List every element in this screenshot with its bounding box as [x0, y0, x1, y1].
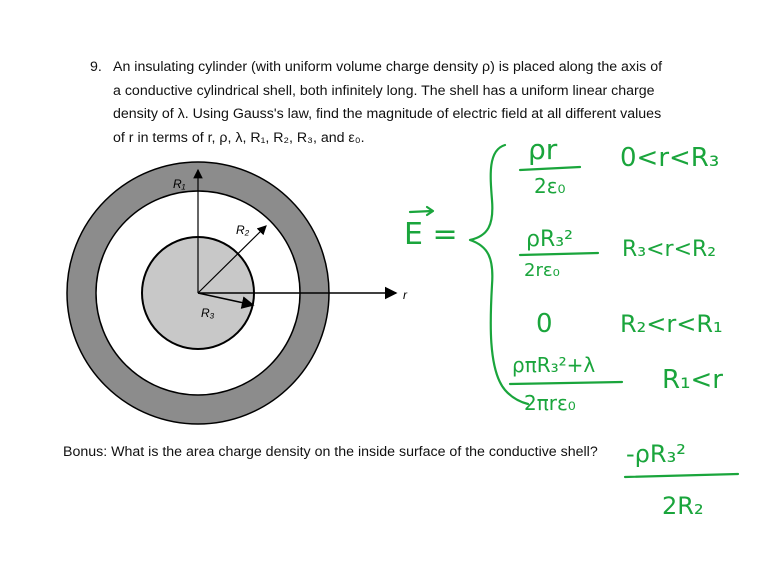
case2-range: R₃<r<R₂	[622, 237, 717, 262]
case1-fraction-bar	[520, 167, 580, 170]
question-line-1: An insulating cylinder (with uniform volume charge density ρ) is placed along the axis of	[113, 59, 663, 75]
label-r3: R₃	[201, 306, 215, 320]
bonus-answer-numerator: -ρR₃²	[626, 440, 686, 468]
vector-arrow	[410, 207, 433, 215]
case4-fraction-bar	[510, 382, 622, 384]
question-line-2: a conductive cylindrical shell, both infinitely long. The shell has a uniform linear charge	[113, 82, 655, 99]
case2-fraction-bar	[520, 253, 598, 255]
question-line-3: density of λ. Using Gauss's law, find the magnitude of electric field at all different values	[113, 106, 662, 122]
label-r2: R₂	[236, 223, 250, 237]
case2-numerator: ρR₃²	[526, 227, 573, 252]
bonus-question: Bonus: What is the area charge density on the inside surface of the conductive shell?	[63, 444, 598, 460]
question-line-4: of r in terms of r, ρ, λ, R₁, R₂, R₃, and ε₀.	[113, 129, 365, 146]
case3-expression: 0	[536, 309, 553, 339]
axis-label-r: r	[403, 288, 407, 302]
bonus-answer-denominator: 2R₂	[662, 492, 704, 520]
case3-range: R₂<r<R₁	[620, 310, 723, 338]
case1-range: 0<r<R₃	[620, 143, 720, 173]
case1-denominator: 2ε₀	[534, 174, 566, 198]
case4-denominator: 2πrε₀	[524, 391, 576, 415]
question-number: 9.	[90, 59, 102, 75]
case4-range: R₁<r	[662, 365, 723, 395]
case2-denominator: 2rε₀	[524, 260, 560, 281]
bonus-answer-fraction-bar	[625, 474, 738, 477]
case1-numerator: ρr	[528, 133, 558, 166]
handwritten-lhs: E =	[404, 217, 458, 252]
case4-numerator: ρπR₃²+λ	[512, 353, 596, 377]
label-r1: R₁	[173, 177, 186, 191]
